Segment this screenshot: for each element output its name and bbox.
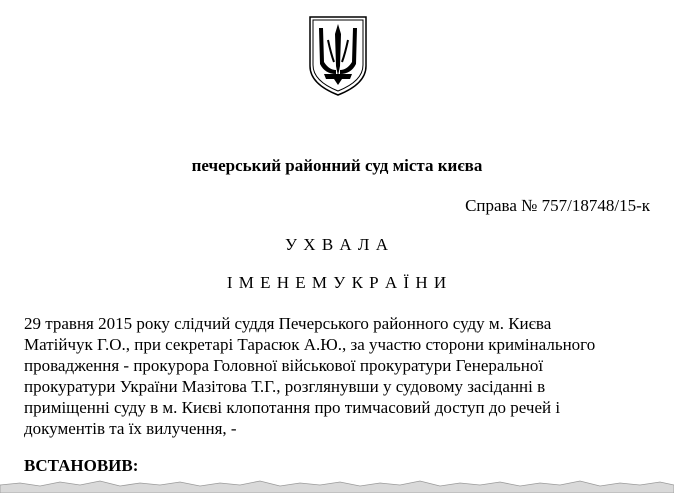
paragraph-line: документів та їх вилучення, - [24,419,237,438]
paragraph-line: прокуратури України Мазітова Т.Г., розглянувши у судовому засіданні в [24,377,546,396]
torn-edge [0,477,674,493]
paragraph-line: провадження - прокурора Головної військової прокуратури Генеральної [24,356,544,375]
paragraph-line: 29 травня 2015 року слідчий суддя Печерського районного суду м. Києва [24,314,552,333]
ruling-paragraph [24,313,664,439]
section-heading: ВСТАНОВИВ: [24,456,139,475]
case-number: Справа № 757/18748/15-к [465,196,650,215]
document-subtitle: І М Е Н Е М У К Р А Ї Н И [226,273,448,292]
paragraph-line: Матійчук Г.О., при секретарі Тарасюк А.Ю., за участю сторони кримінального [24,335,596,354]
document-title: У Х В А Л А [285,235,389,254]
court-name: печерський районний суд міста києва [191,156,483,175]
coat-of-arms-icon [307,14,369,98]
paragraph-line: приміщенні суду в м. Києві клопотання про тимчасовий доступ до речей і [24,398,561,417]
